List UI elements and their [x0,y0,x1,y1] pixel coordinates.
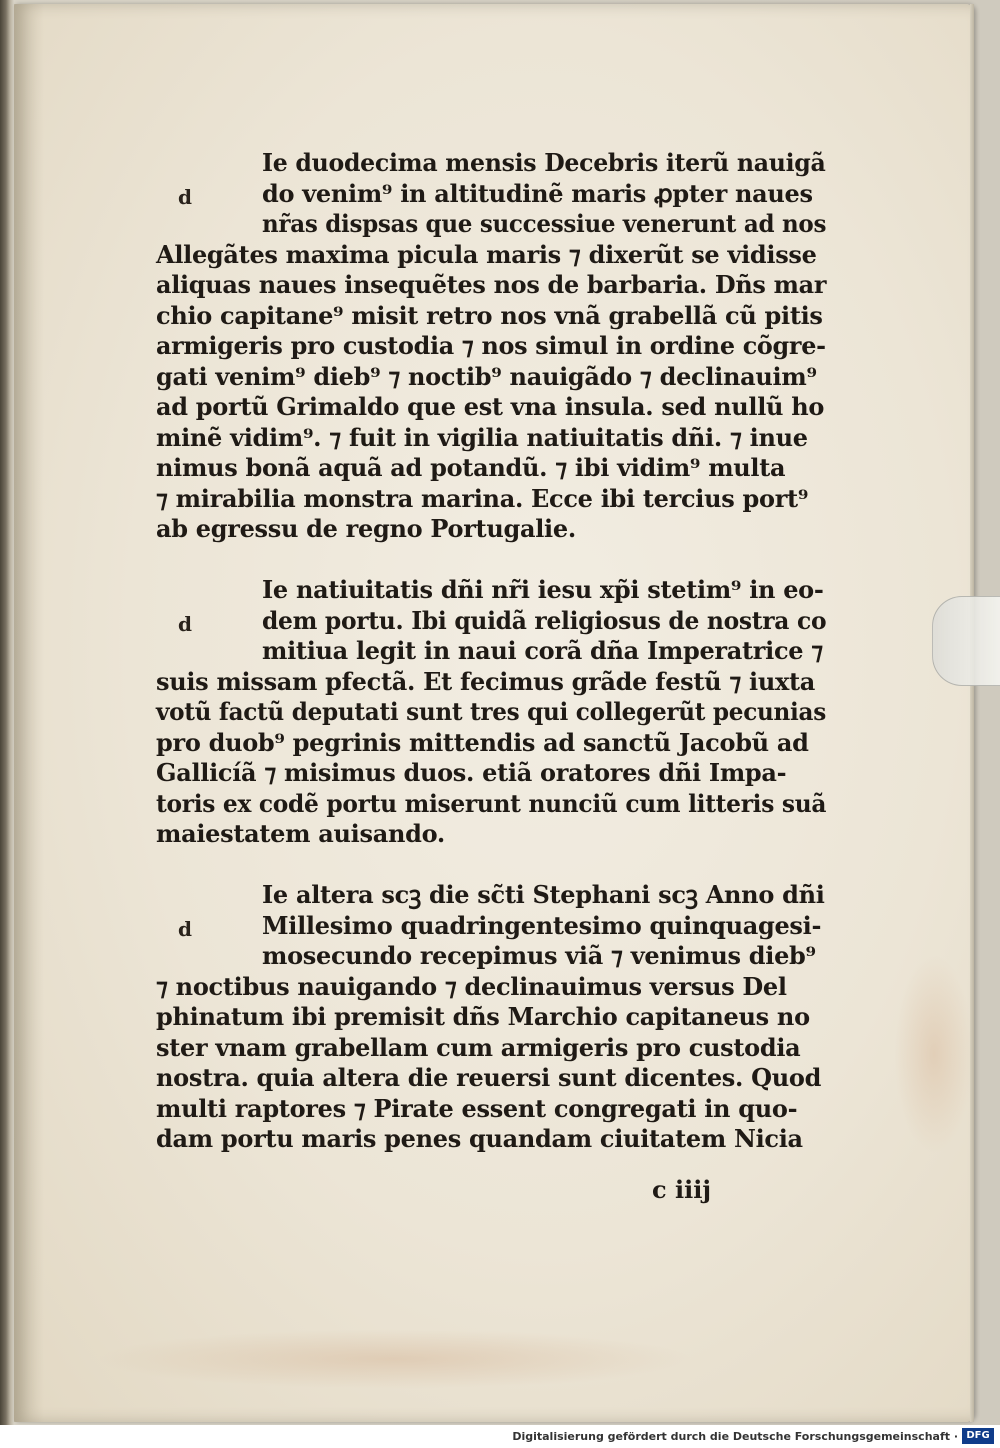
digitization-footer [0,1425,1000,1448]
text-line: aliquas naues insequẽtes nos de barbaria. Dñs mar [156,270,827,299]
plastic-clip [932,596,1000,686]
text-line: Ie natiuitatis dñi nr̃i iesu xp̃i stetim⁹ in eo- [262,575,824,604]
text-line: multi raptores ⁊ Pirate essent congregati in quo- [156,1093,798,1123]
text-line: nostra. quia altera die reuersi sunt dicentes. Quod [156,1063,822,1092]
water-stain-right [894,954,974,1154]
footer-credit: Digitalisierung gefördert durch die Deutsche Forschungsgemeinschaft · [512,1430,958,1443]
signature-mark: c iiij [652,1175,712,1204]
text-line: Millesimo quadringentesimo quinquagesi- [262,910,822,940]
text-line: mosecundo recepimus viã ⁊ venimus dieb⁹ [262,941,816,970]
text-line: suis missam pfectã. Et fecimus grãde festũ ⁊ iuxta [156,666,816,696]
text-line: armigeris pro custodia ⁊ nos simul in ordine cõgre- [156,331,826,360]
text-line: nimus bonã aquã ad potandũ. ⁊ ibi vidim⁹ multa [156,453,786,482]
text-line: pro duob⁹ pegrinis mittendis ad sanctũ Jacobũ ad [156,727,809,757]
text-line: Allegãtes maxima picula maris ⁊ dixerũt se vidisse [156,239,817,269]
text-line: Ie altera scꝫ die sc̃ti Stephani scꝫ Anno dñi [262,880,825,909]
text-line: phinatum ibi premisit dñs Marchio capitaneus no [156,1002,810,1031]
text-line: dem portu. Ibi quidã religiosus de nostra co [262,605,827,635]
text-line: minẽ vidim⁹. ⁊ fuit in vigilia natiuitatis dñi. ⁊ inue [156,422,808,452]
text-line: mitiua legit in naui corã dña Imperatrice ⁊ [262,636,823,665]
text-line: toris ex codẽ portu miserunt nunciũ cum litteris suã [156,788,827,818]
text-line: Gallicíã ⁊ misimus duos. etiã oratores dñi Impa- [156,758,787,787]
gutter-shadow [14,4,44,1422]
text-line: nr̃as dispsas que successiue venerunt ad nos [262,209,827,238]
water-stain-bottom [94,1329,694,1389]
guide-letter-marker: d [178,916,192,941]
text-line: ab egressu de regno Portugalie. [156,514,576,543]
text-line: ⁊ mirabilia monstra marina. Ecce ibi tercius port⁹ [156,483,809,513]
guide-letter-marker: d [178,184,192,209]
text-line: ster vnam grabellam cum armigeris pro custodia [156,1032,801,1062]
text-line: gati venim⁹ dieb⁹ ⁊ noctib⁹ nauigãdo ⁊ declinauim⁹ [156,361,817,391]
text-line: ⁊ noctibus nauigando ⁊ declinauimus versus Del [156,971,787,1001]
text-line: Ie duodecima mensis Decebris iterũ nauigã [262,148,826,177]
text-line: votũ factũ deputati sunt tres qui collegerũt pecunias [156,697,826,726]
text-line: maiestatem auisando. [156,819,445,848]
text-line: ad portũ Grimaldo que est vna insula. sed nullũ ho [156,392,825,421]
guide-letter-marker: d [178,611,192,636]
page-edge [970,4,974,1422]
dfg-logo: DFG [962,1428,994,1444]
text-line: dam portu maris penes quandam ciuitatem Nicia [156,1124,803,1153]
text-line: do venim⁹ in altitudinẽ maris ꝓpter naues [262,178,813,208]
text-line: chio capitane⁹ misit retro nos vnã grabellã cũ pitis [156,300,823,330]
